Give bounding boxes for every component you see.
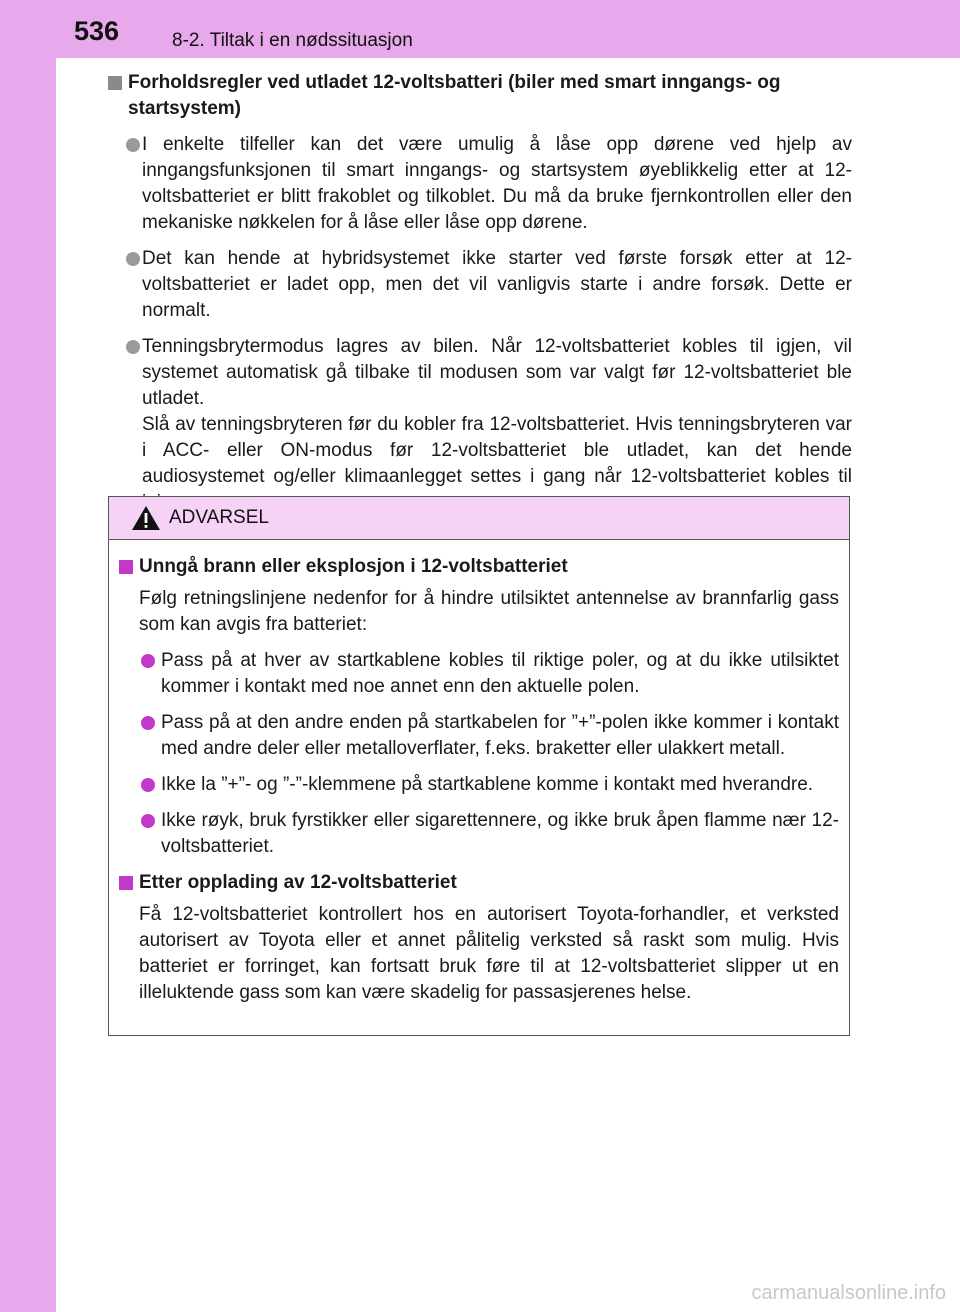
warning-text: Følg retningslinjene nedenfor for å hindre utilsiktet antennelse av brannfarlig gass som kan avgis fra batteriet: [139,588,839,635]
main-content [108,70,852,526]
main-heading-text: Forholdsregler ved utladet 12-voltsbatteri (biler med smart inngangs- og startsystem) [128,72,781,119]
list-item [119,710,839,762]
warning-text: Få 12-voltsbatteriet kontrollert hos en autorisert Toyota-forhandler, et verksted autorisert av Toyota eller et annet pålitelig verksted så raskt som mulig. Hvis batteriet er forringet, kan fortsatt bruk føre til at 12-voltsbatteriet slipper ut en illeluktende gass som kan være skadelig for passasjerenes helse. [139,904,839,1003]
square-bullet-icon [119,560,133,574]
page-number: 536 [74,16,120,46]
watermark: carmanualsonline.info [751,1282,946,1304]
list-item [119,772,839,798]
warning-triangle-icon [131,505,161,531]
warning-heading-text: Unngå brann eller eksplosjon i 12-voltsbatteriet [139,556,568,577]
square-bullet-icon [108,76,122,90]
bullet-text: Tenningsbrytermodus lagres av bilen. Når 12-voltsbatteriet kobles til igjen, vil systemet automatisk gå tilbake til modusen som var valgt før 12-voltsbatteriet ble utladet. [142,336,852,409]
square-bullet-icon [119,876,133,890]
warning-section-heading [119,870,839,896]
list-item [108,132,852,236]
bullet-text: Ikke la ”+”- og ”-”-klemmene på startkablene komme i kontakt med hverandre. [161,774,814,795]
bullet-text: Pass på at hver av startkablene kobles til riktige poler, og at du ikke utilsiktet kommer i kontakt med noe annet enn den aktuelle polen. [161,650,839,697]
header-band [0,0,960,58]
circle-bullet-icon [141,778,155,792]
warning-heading-text: Etter opplading av 12-voltsbatteriet [139,872,457,893]
warning-section-heading [119,554,839,580]
circle-bullet-icon [141,814,155,828]
list-item [108,246,852,324]
side-color-band [0,0,56,1312]
bullet-text: Det kan hende at hybridsystemet ikke starter ved første forsøk etter at 12-voltsbatteriet er ladet opp, men det vil vanligvis starte i andre forsøk. Dette er normalt. [142,248,852,321]
circle-bullet-icon [126,138,140,152]
circle-bullet-icon [141,716,155,730]
bullet-text: Ikke røyk, bruk fyrstikker eller sigarettennere, og ikke bruk åpen flamme nær 12-voltsbatteriet. [161,810,839,857]
warning-title: ADVARSEL [169,507,269,528]
warning-body [109,540,849,1006]
circle-bullet-icon [141,654,155,668]
bullet-text: Slå av tenningsbryteren før du kobler fra 12-voltsbatteriet. Hvis tenningsbryteren var i ACC- eller ON-modus før 12-voltsbatteriet ble utladet, kan det hende audiosystemet og/eller klimaanlegget settes i gang når 12-voltsbatteriet kobles til [142,414,852,487]
list-item [119,648,839,700]
bullet-text: I enkelte tilfeller kan det være umulig å låse opp dørene ved hjelp av inngangsfunksjonen til smart inngangs- og startsystem øyeblikkelig etter at 12-voltsbatteriet er blitt frakoblet og tilkoblet. Du må da bruke fjernkontrollen eller den mekaniske nøkkelen for å låse eller låse opp dørene. [142,134,852,233]
circle-bullet-icon [126,252,140,266]
list-item [108,334,852,516]
circle-bullet-icon [126,340,140,354]
warning-box [108,496,850,1036]
warning-header [109,497,849,540]
bullet-text: Pass på at den andre enden på startkabelen for ”+”-polen ikke kommer i kontakt med andre deler eller metalloverflater, f.eks. braketter eller ulakkert metall. [161,712,839,759]
section-title: 8-2. Tiltak i en nødssituasjon [172,30,413,51]
list-item [119,808,839,860]
main-heading [108,70,852,122]
